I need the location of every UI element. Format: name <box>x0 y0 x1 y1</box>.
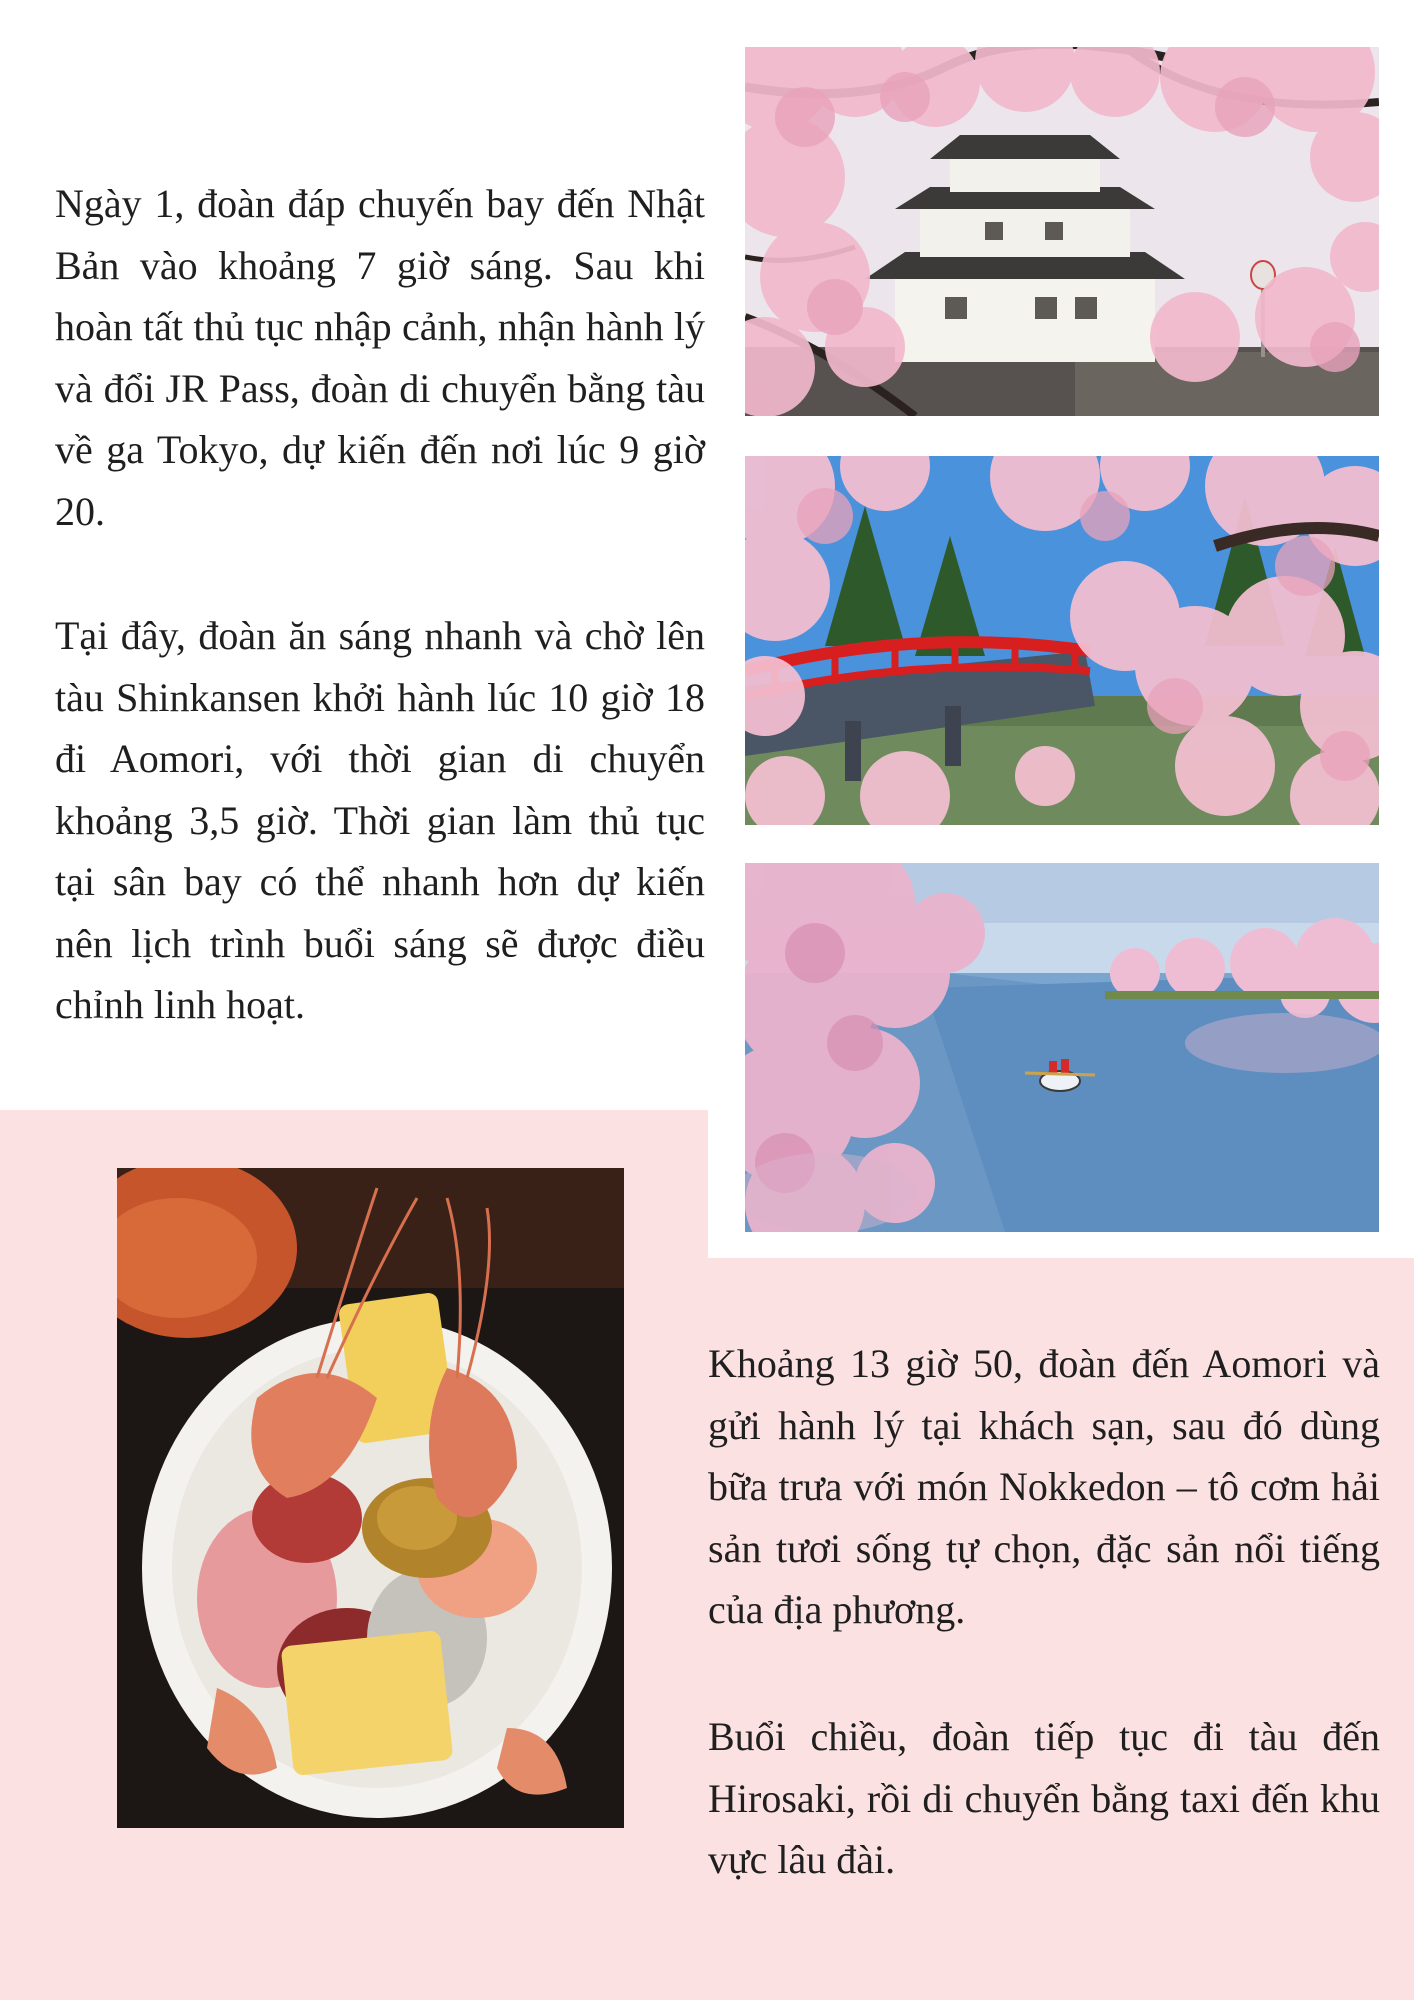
photo-river-boat-cherry-blossoms <box>745 863 1379 1232</box>
paragraph-hirosaki-afternoon: Buổi chiều, đoàn tiếp tục đi tàu đến Hirosaki, rồi di chuyển bằng taxi đến khu vực lâu đài. <box>708 1714 1380 1882</box>
photo-red-bridge-cherry-blossoms <box>745 456 1379 825</box>
photo-nokkedon-seafood-bowl <box>117 1168 624 1828</box>
paragraph-shinkansen: Tại đây, đoàn ăn sáng nhanh và chờ lên tàu Shinkansen khởi hành lúc 10 giờ 18 đi Aomori, với thời gian di chuyển khoảng 3,5 giờ. Thời gian làm thủ tục tại sân bay có thể nhanh hơn dự kiến nên lịch trình buổi sáng sẽ được điều chỉnh linh hoạt. <box>55 613 705 1027</box>
paragraph-day1-arrival: Ngày 1, đoàn đáp chuyến bay đến Nhật Bản vào khoảng 7 giờ sáng. Sau khi hoàn tất thủ tục nhập cảnh, nhận hành lý và đổi JR Pass, đoàn di chuyển bằng tàu về ga Tokyo, dự kiến đến nơi lúc 9 giờ 20. <box>55 181 705 534</box>
paragraph-aomori-lunch: Khoảng 13 giờ 50, đoàn đến Aomori và gửi hành lý tại khách sạn, sau đó dùng bữa trưa với món Nokkedon – tô cơm hải sản tươi sống tự chọn, đặc sản nổi tiếng của địa phương. <box>708 1341 1380 1632</box>
photo-castle-cherry-blossoms <box>745 47 1379 416</box>
